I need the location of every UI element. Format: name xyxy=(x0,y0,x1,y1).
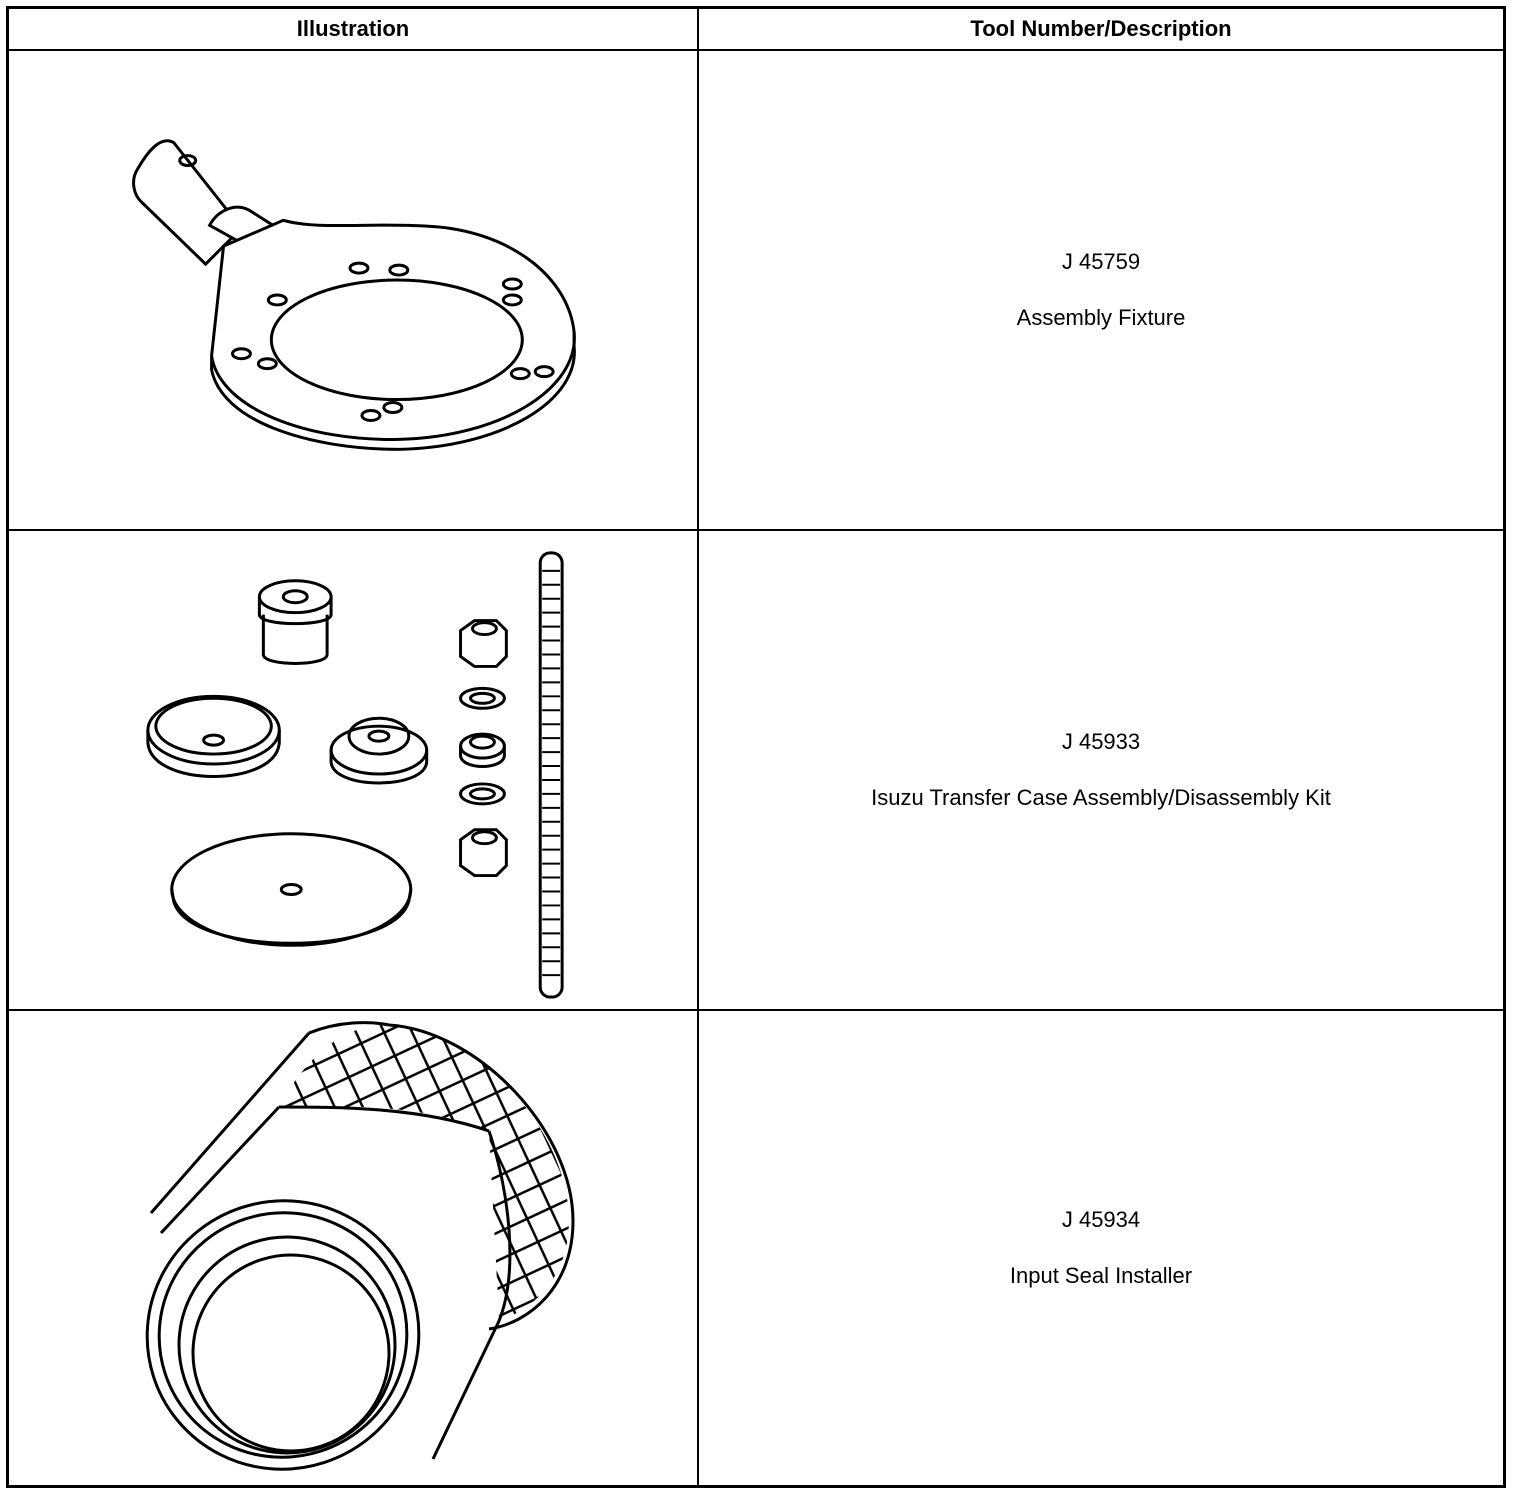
tool-description: Assembly Fixture xyxy=(1016,305,1186,330)
tool-number: J 45933 xyxy=(1061,729,1141,754)
tool-description: Input Seal Installer xyxy=(1009,1263,1193,1288)
illustration-cell xyxy=(9,1011,699,1485)
input-seal-installer-icon xyxy=(9,1011,697,1485)
illustration-cell xyxy=(9,531,699,1009)
tool-description: Isuzu Transfer Case Assembly/Disassembly Kit xyxy=(871,785,1331,810)
tool-description-cell xyxy=(699,1011,1503,1485)
header-tool-number: Tool Number/Description xyxy=(699,9,1503,51)
tool-number: J 45934 xyxy=(1061,1207,1141,1232)
header-illustration: Illustration xyxy=(9,9,699,51)
tool-description-cell xyxy=(699,531,1503,1009)
table-row xyxy=(9,1011,1503,1485)
table-row xyxy=(9,531,1503,1011)
tool-table xyxy=(6,6,1506,1488)
table-row xyxy=(9,51,1503,531)
tool-number: J 45759 xyxy=(1061,249,1141,274)
transfer-case-kit-icon xyxy=(9,531,697,1009)
illustration-cell xyxy=(9,51,699,529)
tool-description-cell xyxy=(699,51,1503,529)
assembly-fixture-icon xyxy=(9,51,697,529)
